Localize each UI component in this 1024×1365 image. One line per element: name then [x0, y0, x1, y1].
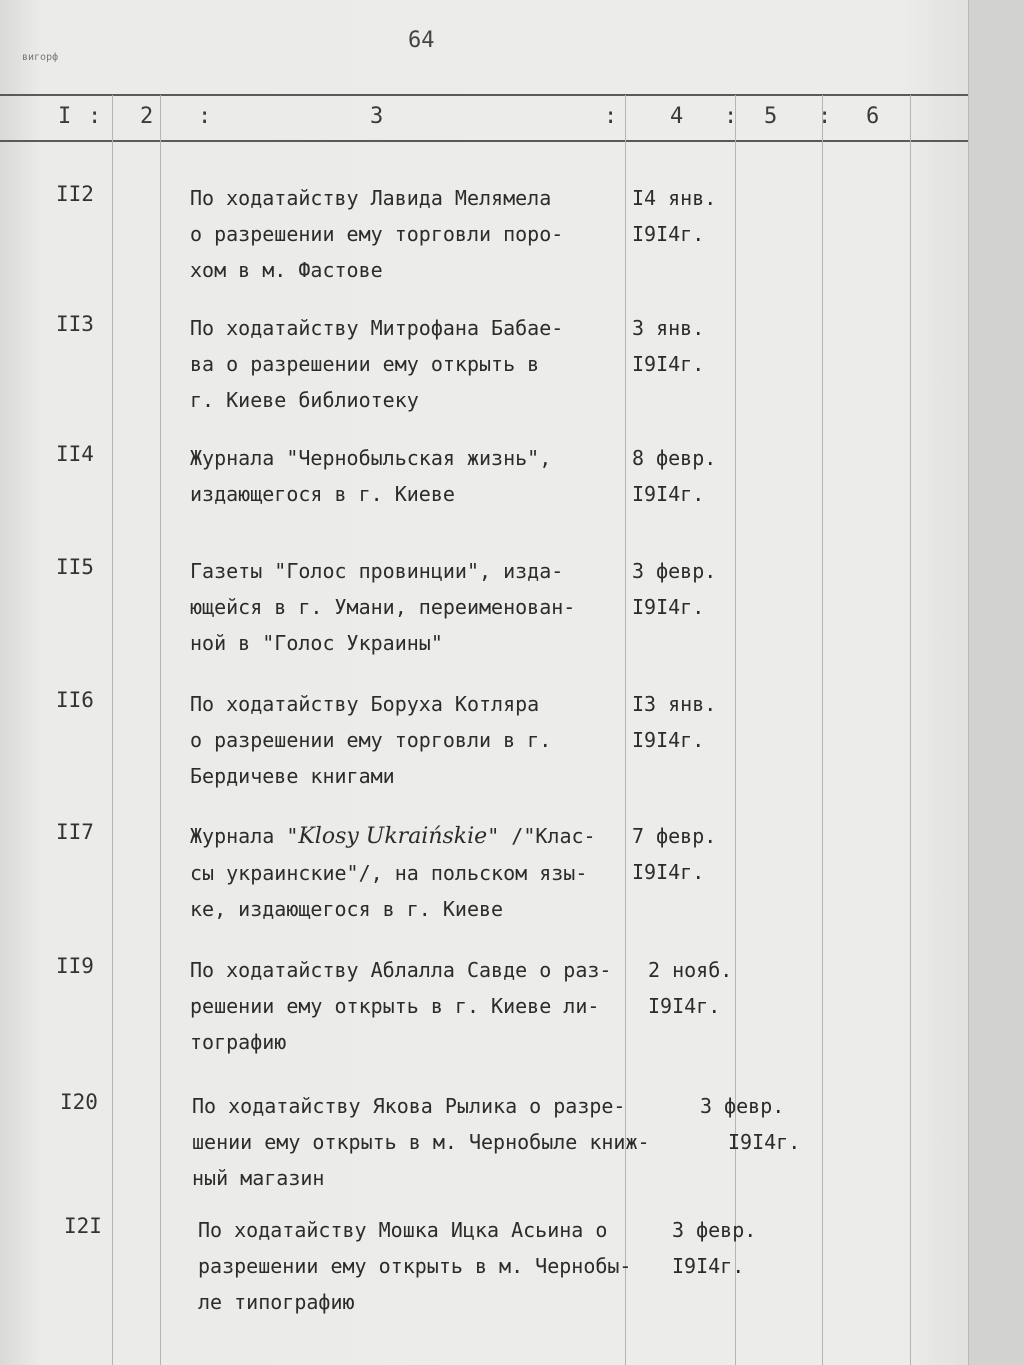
entry-description: По ходатайству Лавида Мелямела о разрешении ему торговли поро- хом в м. Фастове: [190, 186, 564, 282]
entry-number: II9: [56, 954, 94, 978]
entry-description: По ходатайству Аблалла Савде о раз- решении ему открыть в г. Киеве ли- тографию: [190, 958, 612, 1054]
column-number-6: 6: [866, 104, 880, 129]
entry-date: 3 февр. I9I4г.: [632, 559, 717, 619]
column-number-2: 2: [140, 104, 154, 129]
column-number-4: 4: [670, 104, 684, 129]
column-line: [160, 95, 161, 1365]
entry-date: 3 февр. I9I4г.: [672, 1218, 757, 1278]
entry-number: II4: [56, 442, 94, 466]
column-separator: :: [88, 104, 102, 129]
column-separator: :: [198, 104, 212, 129]
handwritten-title: Klosy Ukraińskie: [298, 824, 488, 849]
column-line: [910, 95, 911, 1365]
entry-description: По ходатайству Боруха Котляра о разрешении ему торговли в г. Бердичеве книгами: [190, 692, 552, 788]
entry-number: II6: [56, 688, 94, 712]
entry-date: 2 нояб. I9I4г.: [648, 958, 733, 1018]
entry-description: Журнала "Klosy Ukraińskie" /"Клас- сы украинские"/, на польском язы- ке, издающегося в г. Киеве: [190, 824, 596, 921]
entry-date: I3 янв. I9I4г.: [632, 692, 717, 752]
entry-number: II7: [56, 820, 94, 844]
entry-number: I2I: [64, 1214, 102, 1238]
entry-description: По ходатайству Мошка Ицка Асьина о разрешении ему открыть в м. Чернобы- ле типографию: [198, 1218, 632, 1314]
entry-date: 3 февр. I9I4г.: [700, 1094, 801, 1154]
entry-date: I4 янв. I9I4г.: [632, 186, 717, 246]
entry-description: Журнала "Чернобыльская жизнь", издающегося в г. Киеве: [190, 446, 552, 506]
entry-description: Газеты "Голос провинции", изда- ющейся в г. Умани, переименован- ной в "Голос Украины": [190, 559, 576, 655]
column-number-3: 3: [370, 104, 384, 129]
entry-description: По ходатайству Якова Рылика о разре- шении ему открыть в м. Чернобыле книж- ный магазин: [192, 1094, 650, 1190]
column-line: [112, 95, 113, 1365]
entry-number: II2: [56, 182, 94, 206]
column-line: [822, 95, 823, 1365]
entry-date: 7 февр. I9I4г.: [632, 824, 717, 884]
column-separator: :: [724, 104, 738, 129]
corner-mark: вигорф: [22, 52, 59, 63]
column-separator: :: [604, 104, 618, 129]
page-number: 64: [408, 28, 435, 53]
entry-date: 8 февр. I9I4г.: [632, 446, 717, 506]
entry-date: 3 янв. I9I4г.: [632, 316, 705, 376]
column-separator: :: [818, 104, 832, 129]
entry-description: По ходатайству Митрофана Бабае- ва о разрешении ему открыть в г. Киеве библиотеку: [190, 316, 564, 412]
column-number-5: 5: [764, 104, 778, 129]
page-edge: [968, 0, 1024, 1365]
entry-number: II5: [56, 555, 94, 579]
entry-number: II3: [56, 312, 94, 336]
entry-number: I20: [60, 1090, 98, 1114]
column-number-1: I: [58, 104, 72, 129]
